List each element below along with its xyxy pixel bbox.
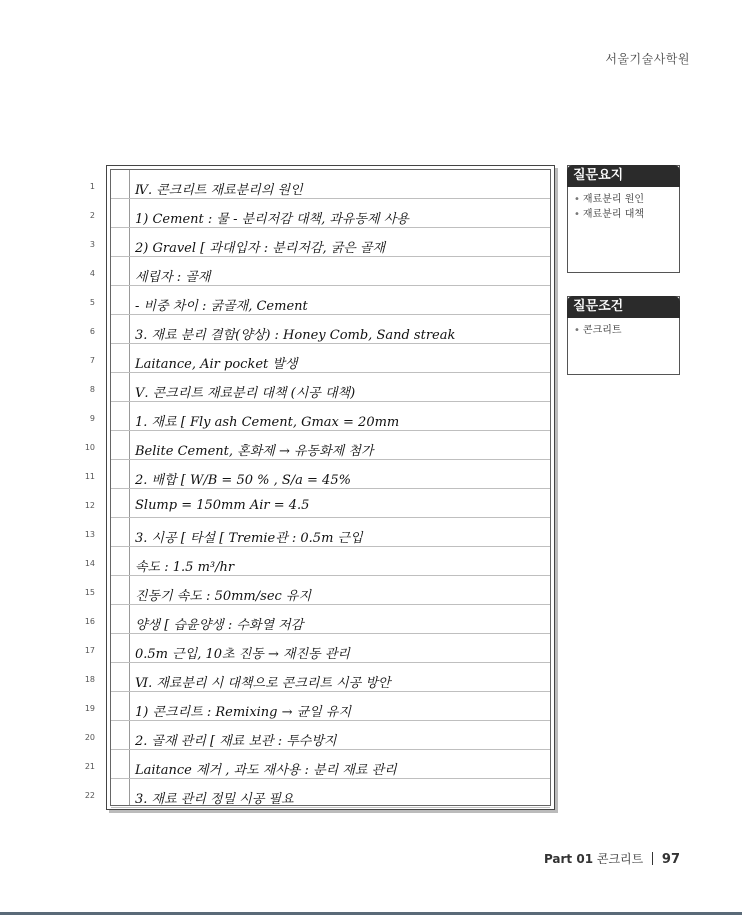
sheet-row	[89, 373, 550, 402]
sheet-row	[84, 489, 550, 518]
sheet-row	[89, 315, 550, 344]
row-number: 6	[89, 327, 95, 336]
handwritten-line: 양생 [ 습윤양생 : 수화열 저감	[135, 618, 304, 633]
sheet-row	[84, 547, 550, 576]
handwritten-line: Laitance 제거 , 과도 재사용 : 분리 재료 관리	[135, 763, 397, 778]
handwritten-line: 3. 재료 관리 정밀 시공 필요	[135, 792, 294, 807]
handwritten-line: 1) Cement : 물 - 분리저감 대책, 과유동제 사용	[135, 212, 409, 227]
sheet-row	[89, 199, 550, 228]
handwritten-line: Ⅳ. 콘크리트 재료분리의 원인	[135, 183, 303, 198]
bullet-icon: •	[574, 325, 580, 336]
row-number: 17	[84, 646, 95, 655]
question-gist-box	[567, 165, 680, 273]
row-number: 14	[84, 559, 95, 568]
row-number: 19	[84, 704, 95, 713]
handwritten-line: Ⅵ. 재료분리 시 대책으로 콘크리트 시공 방안	[135, 676, 391, 691]
sheet-row	[84, 605, 550, 634]
handwritten-line: 2. 골재 관리 [ 재료 보관 : 투수방지	[135, 734, 337, 749]
row-number: 21	[84, 762, 95, 771]
sheet-row	[84, 460, 550, 489]
row-number: 2	[89, 211, 95, 220]
sheet-row	[84, 663, 550, 692]
handwritten-line: 1. 재료 [ Fly ash Cement, Gmax = 20mm	[135, 415, 400, 430]
row-number: 22	[84, 791, 95, 800]
page-footer	[544, 850, 680, 867]
sheet-row	[89, 402, 550, 431]
row-number: 12	[84, 501, 95, 510]
question-gist-item: • 재료분리 대책	[574, 209, 645, 220]
handwritten-line: 1) 콘크리트 : Remixing → 균일 유지	[135, 705, 352, 720]
handwritten-line: 2. 배합 [ W/B = 50 % , S/a = 45%	[135, 473, 351, 488]
sheet-row	[89, 286, 550, 315]
handwritten-line: 3. 시공 [ 타설 [ Tremie관 : 0.5m 근입	[135, 531, 363, 546]
sheet-row	[89, 228, 550, 257]
row-number: 7	[89, 356, 95, 365]
question-gist-item: • 재료분리 원인	[574, 194, 645, 205]
answer-sheet	[84, 165, 555, 810]
sheet-row	[89, 344, 550, 373]
sheet-row	[84, 750, 550, 779]
bullet-icon: •	[574, 209, 580, 220]
sheet-row	[84, 779, 550, 808]
sheet-row	[84, 518, 550, 547]
question-condition-box	[567, 296, 680, 375]
handwritten-line: Ⅴ. 콘크리트 재료분리 대책 (시공 대책)	[135, 386, 356, 401]
row-number: 9	[89, 414, 95, 423]
footer-part: Part 01	[543, 852, 594, 866]
row-number: 15	[84, 588, 95, 597]
row-number: 5	[89, 298, 95, 307]
row-number: 13	[84, 530, 95, 539]
row-number: 1	[89, 182, 95, 191]
sheet-row	[89, 170, 550, 199]
row-number: 3	[89, 240, 95, 249]
row-number: 8	[89, 385, 95, 394]
handwritten-line: Slump = 150mm Air = 4.5	[135, 498, 310, 513]
question-condition-title: 질문조건	[567, 296, 680, 318]
handwritten-line: - 비중 차이 : 굵골재, Cement	[135, 299, 308, 314]
row-number: 10	[84, 443, 95, 452]
row-number: 16	[84, 617, 95, 626]
sheet-row	[84, 692, 550, 721]
bullet-icon: •	[574, 194, 580, 205]
handwritten-line: 3. 재료 분리 결함(양상) : Honey Comb, Sand streak	[135, 328, 456, 343]
question-gist-title: 질문요지	[567, 165, 680, 187]
handwritten-line: 진동기 속도 : 50mm/sec 유지	[135, 589, 312, 604]
footer-divider	[652, 852, 653, 865]
sheet-row	[84, 634, 550, 663]
sheet-row	[89, 257, 550, 286]
row-number: 4	[89, 269, 95, 278]
sheet-row	[84, 431, 550, 460]
row-number: 11	[84, 472, 95, 481]
row-number: 20	[84, 733, 95, 742]
question-condition-item: • 콘크리트	[574, 325, 622, 336]
handwritten-line: 속도 : 1.5 m³/hr	[135, 560, 235, 575]
sheet-row	[84, 576, 550, 605]
page-number: 97	[661, 852, 680, 867]
handwritten-line: 0.5m 근입, 10초 진동 → 재진동 관리	[135, 647, 350, 662]
handwritten-line: Belite Cement, 혼화제 → 유동화제 첨가	[135, 444, 374, 459]
footer-section: 콘크리트	[596, 852, 644, 866]
handwritten-line: 세립자 : 골재	[135, 270, 211, 285]
sheet-row	[84, 721, 550, 750]
handwritten-line: Laitance, Air pocket 발생	[135, 357, 298, 372]
row-number: 18	[84, 675, 95, 684]
handwritten-line: 2) Gravel [ 과대입자 : 분리저감, 굵은 골재	[135, 241, 386, 256]
answer-sheet-inner	[84, 169, 551, 807]
academy-title: 서울기술사학원	[605, 52, 690, 66]
